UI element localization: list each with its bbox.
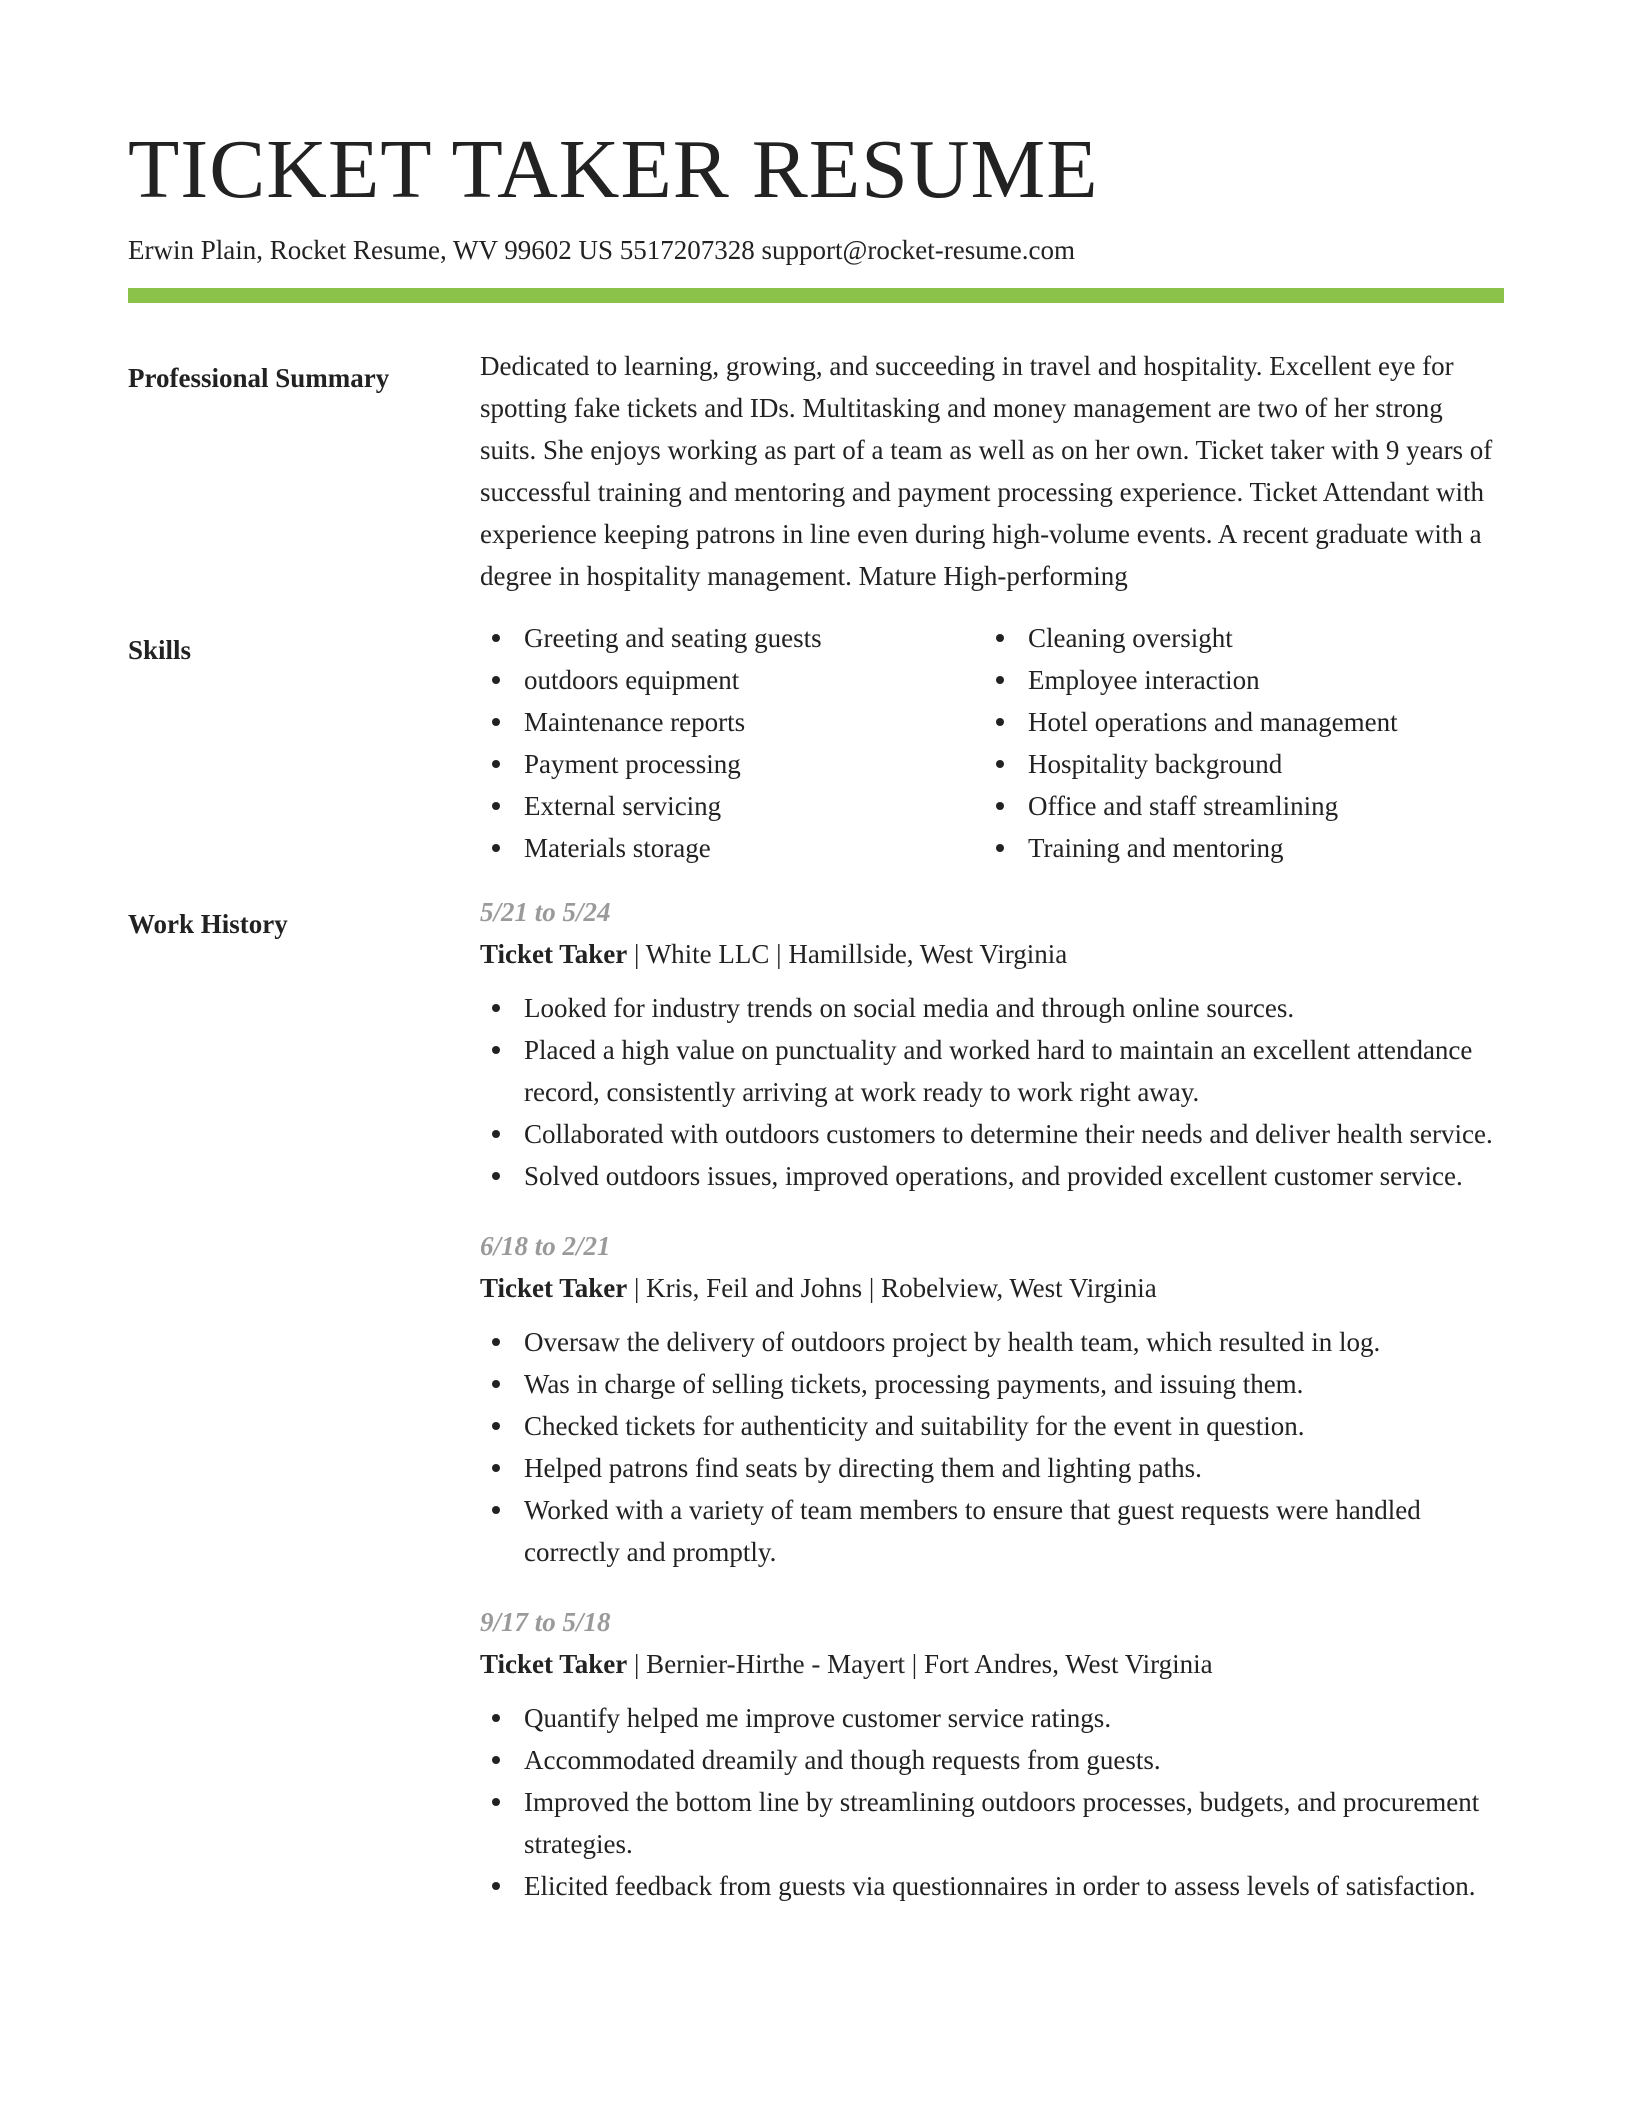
- skill-text: Maintenance reports: [524, 707, 746, 737]
- duty-item: [480, 1113, 1504, 1155]
- summary-content: [480, 351, 1504, 597]
- resume-page: [128, 118, 1504, 1935]
- bullet-icon: [996, 718, 1004, 726]
- job-title-line: [480, 933, 1504, 975]
- bullet-icon: [492, 1338, 500, 1346]
- job-entry: [480, 1225, 1504, 1573]
- duty-text: Solved outdoors issues, improved operations, and provided excellent customer service.: [524, 1161, 1463, 1191]
- skill-text: Office and staff streamlining: [1028, 791, 1339, 821]
- job-dates: 6/18 to 2/21: [480, 1231, 611, 1261]
- job-title-line: [480, 1643, 1504, 1685]
- bullet-icon: [996, 634, 1004, 642]
- work-history-heading: Work History: [128, 909, 288, 939]
- duty-item: [480, 1739, 1504, 1781]
- job-entry: [480, 891, 1504, 1197]
- bullet-icon: [492, 718, 500, 726]
- work-history-section: [128, 897, 1504, 1935]
- bullet-icon: [492, 760, 500, 768]
- duty-text: Helped patrons find seats by directing them and lighting paths.: [524, 1453, 1202, 1483]
- skills-heading: Skills: [128, 635, 192, 665]
- skill-text: Payment processing: [524, 749, 741, 779]
- bullet-icon: [492, 802, 500, 810]
- bullet-icon: [492, 844, 500, 852]
- duty-item: [480, 1405, 1504, 1447]
- skill-text: Materials storage: [524, 833, 711, 863]
- bullet-icon: [492, 1756, 500, 1764]
- duty-text: Quantify helped me improve customer service ratings.: [524, 1703, 1112, 1733]
- resume-title: TICKET TAKER RESUME: [128, 123, 1099, 216]
- duty-item: [480, 1781, 1504, 1865]
- duty-text: Was in charge of selling tickets, processing payments, and issuing them.: [524, 1369, 1304, 1399]
- duty-text: Placed a high value on punctuality and worked hard to maintain an excellent attendance record, consistently arriving at work ready to work right away.: [524, 1035, 1473, 1107]
- bullet-icon: [492, 1380, 500, 1388]
- bullet-icon: [492, 1714, 500, 1722]
- job-role: Ticket Taker: [480, 1649, 628, 1679]
- skill-item: [480, 659, 984, 701]
- bullet-icon: [996, 844, 1004, 852]
- bullet-icon: [492, 1172, 500, 1180]
- bullet-icon: [996, 760, 1004, 768]
- job-duties: [480, 1321, 1504, 1573]
- duty-text: Worked with a variety of team members to ensure that guest requests were handled correctly and promptly.: [524, 1495, 1421, 1567]
- skill-text: outdoors equipment: [524, 665, 740, 695]
- bullet-icon: [492, 1046, 500, 1054]
- bullet-icon: [996, 676, 1004, 684]
- bullet-icon: [492, 1506, 500, 1514]
- summary-section: [128, 351, 1504, 597]
- duty-item: [480, 1321, 1504, 1363]
- job-employer-location: | White LLC | Hamillside, West Virginia: [627, 939, 1068, 969]
- duty-text: Looked for industry trends on social media and through online sources.: [524, 993, 1295, 1023]
- skills-content: [480, 623, 1504, 869]
- summary-heading: Professional Summary: [128, 363, 390, 393]
- duty-text: Collaborated with outdoors customers to determine their needs and deliver health service.: [524, 1119, 1493, 1149]
- job-duties: [480, 1697, 1504, 1907]
- job-title-line: [480, 1267, 1504, 1309]
- bullet-icon: [492, 676, 500, 684]
- skill-text: Greeting and seating guests: [524, 623, 822, 653]
- bullet-icon: [492, 634, 500, 642]
- skill-item: [480, 701, 984, 743]
- skill-item: [480, 743, 984, 785]
- job-entry: [480, 1601, 1504, 1907]
- skill-item: [480, 785, 984, 827]
- skill-item: [984, 701, 1488, 743]
- duty-item: [480, 1697, 1504, 1739]
- bullet-icon: [492, 1004, 500, 1012]
- skill-text: External servicing: [524, 791, 722, 821]
- skill-text: Employee interaction: [1028, 665, 1260, 695]
- job-role: Ticket Taker: [480, 939, 628, 969]
- duty-item: [480, 1865, 1504, 1907]
- skill-item: [480, 827, 984, 869]
- duty-item: [480, 1447, 1504, 1489]
- skill-item: [984, 827, 1488, 869]
- duty-text: Checked tickets for authenticity and suitability for the event in question.: [524, 1411, 1305, 1441]
- job-dates: 5/21 to 5/24: [480, 897, 611, 927]
- skill-text: Hospitality background: [1028, 749, 1283, 779]
- skill-item: [984, 785, 1488, 827]
- job-duties: [480, 987, 1504, 1197]
- skill-item: [984, 659, 1488, 701]
- job-employer-location: | Bernier-Hirthe - Mayert | Fort Andres, West Virginia: [627, 1649, 1213, 1679]
- skill-text: Training and mentoring: [1028, 833, 1284, 863]
- skills-section: [128, 623, 1504, 869]
- duty-item: [480, 1363, 1504, 1405]
- job-employer-location: | Kris, Feil and Johns | Robelview, West Virginia: [627, 1273, 1157, 1303]
- bullet-icon: [492, 1130, 500, 1138]
- skill-item: [984, 743, 1488, 785]
- duty-text: Improved the bottom line by streamlining outdoors processes, budgets, and procurement strategies.: [524, 1787, 1480, 1859]
- accent-divider: [128, 288, 1504, 303]
- job-role: Ticket Taker: [480, 1273, 628, 1303]
- duty-text: Accommodated dreamily and though requests from guests.: [524, 1745, 1161, 1775]
- summary-text: Dedicated to learning, growing, and succeeding in travel and hospitality. Excellent eye for spotting fake tickets and IDs. Multitasking and money management are two of her strong suits. She enjoys working as part of a team as well as on her own. Ticket taker with 9 years of successful training and mentoring and payment processing experience. Ticket Attendant with experience keeping patrons in line even during high-volume events. A recent graduate with a degree in hospitality management. Mature High-performing: [480, 351, 1493, 591]
- bullet-icon: [492, 1422, 500, 1430]
- duty-item: [480, 987, 1504, 1029]
- skill-text: Cleaning oversight: [1028, 623, 1233, 653]
- bullet-icon: [492, 1882, 500, 1890]
- job-dates: 9/17 to 5/18: [480, 1607, 611, 1637]
- contact-info: Erwin Plain, Rocket Resume, WV 99602 US 5517207328 support@rocket-resume.com: [128, 235, 1075, 265]
- skill-text: Hotel operations and management: [1028, 707, 1398, 737]
- skill-item: [984, 617, 1488, 659]
- skills-left-list: [480, 617, 984, 869]
- bullet-icon: [996, 802, 1004, 810]
- work-history-content: [480, 897, 1504, 1935]
- duty-text: Elicited feedback from guests via questionnaires in order to assess levels of satisfaction.: [524, 1871, 1476, 1901]
- bullet-icon: [492, 1464, 500, 1472]
- duty-item: [480, 1155, 1504, 1197]
- duty-text: Oversaw the delivery of outdoors project by health team, which resulted in log.: [524, 1327, 1381, 1357]
- duty-item: [480, 1489, 1504, 1573]
- bullet-icon: [492, 1798, 500, 1806]
- skill-item: [480, 617, 984, 659]
- duty-item: [480, 1029, 1504, 1113]
- skills-right-list: [984, 617, 1488, 869]
